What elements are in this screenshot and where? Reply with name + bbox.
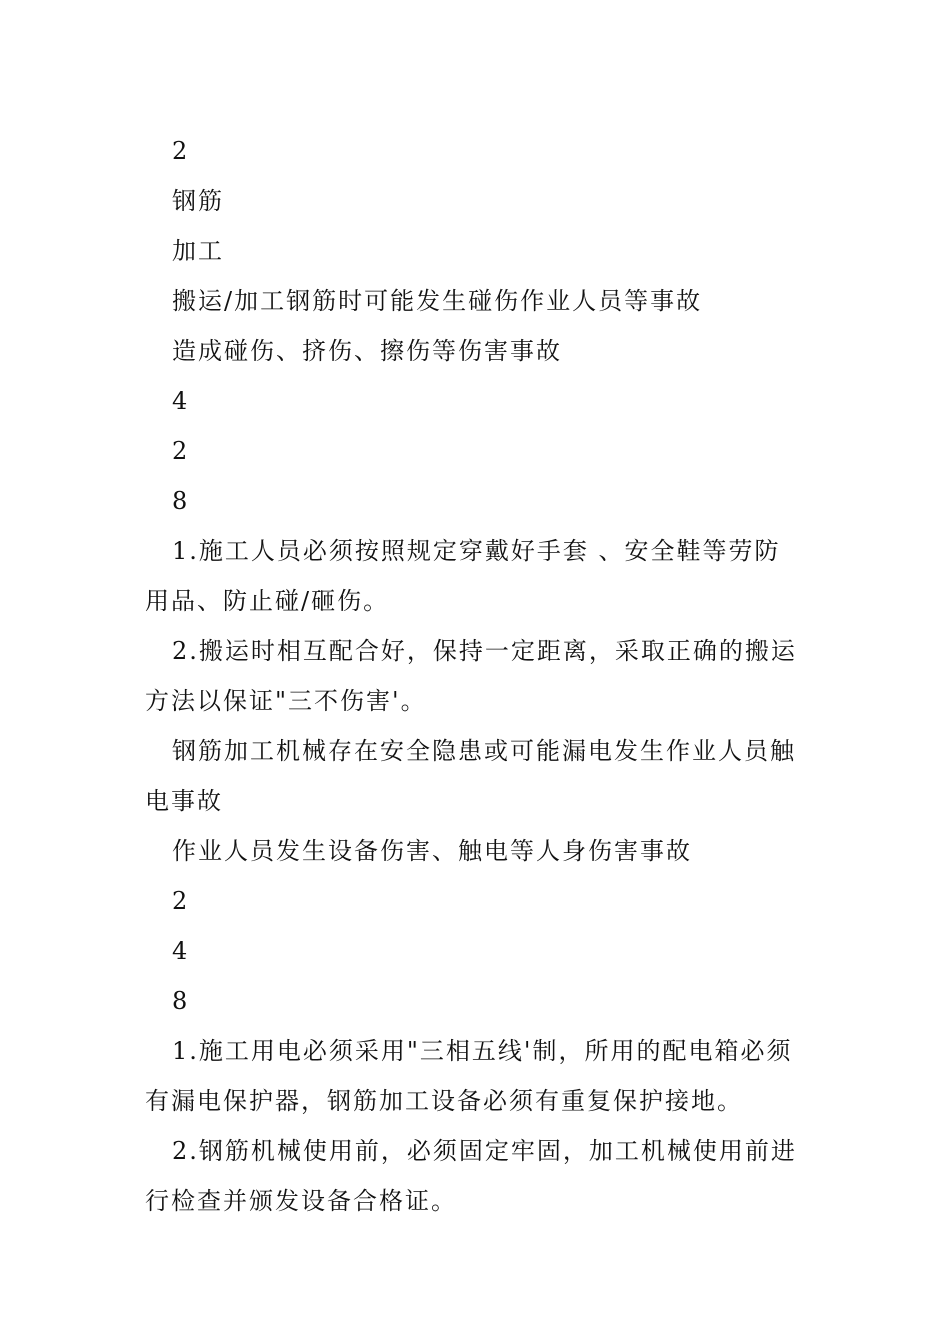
measure-paragraph: 1.施工人员必须按照规定穿戴好手套 、安全鞋等劳防用品、防止碰/砸伤。	[145, 537, 781, 615]
likelihood-value: 2	[172, 887, 190, 915]
document-content	[145, 126, 805, 1226]
hazard-text: 搬运/加工钢筋时可能发生碰伤作业人员等事故	[172, 287, 703, 315]
risk-value: 8	[172, 987, 190, 1015]
category-label: 钢筋	[172, 187, 224, 215]
likelihood-value: 4	[172, 387, 190, 415]
severity-value: 4	[172, 937, 190, 965]
score-value: 2	[172, 137, 190, 165]
consequence-text: 造成碰伤、挤伤、擦伤等伤害事故	[172, 337, 562, 365]
consequence-text: 作业人员发生设备伤害、触电等人身伤害事故	[172, 837, 692, 865]
measure-paragraph: 2.钢筋机械使用前，必须固定牢固，加工机械使用前进行检查并颁发设备合格证。	[145, 1137, 797, 1215]
hazard-text: 钢筋加工机械存在安全隐患或可能漏电发生作业人员触电事故	[145, 737, 796, 815]
measure-paragraph: 2.搬运时相互配合好，保持一定距离，采取正确的搬运方法以保证"三不伤害'。	[145, 637, 797, 715]
measure-paragraph: 1.施工用电必须采用"三相五线'制，所用的配电箱必须有漏电保护器，钢筋加工设备必须有重复保护接地。	[145, 1037, 793, 1115]
risk-value: 8	[172, 487, 190, 515]
severity-value: 2	[172, 437, 190, 465]
activity-label: 加工	[172, 237, 224, 265]
